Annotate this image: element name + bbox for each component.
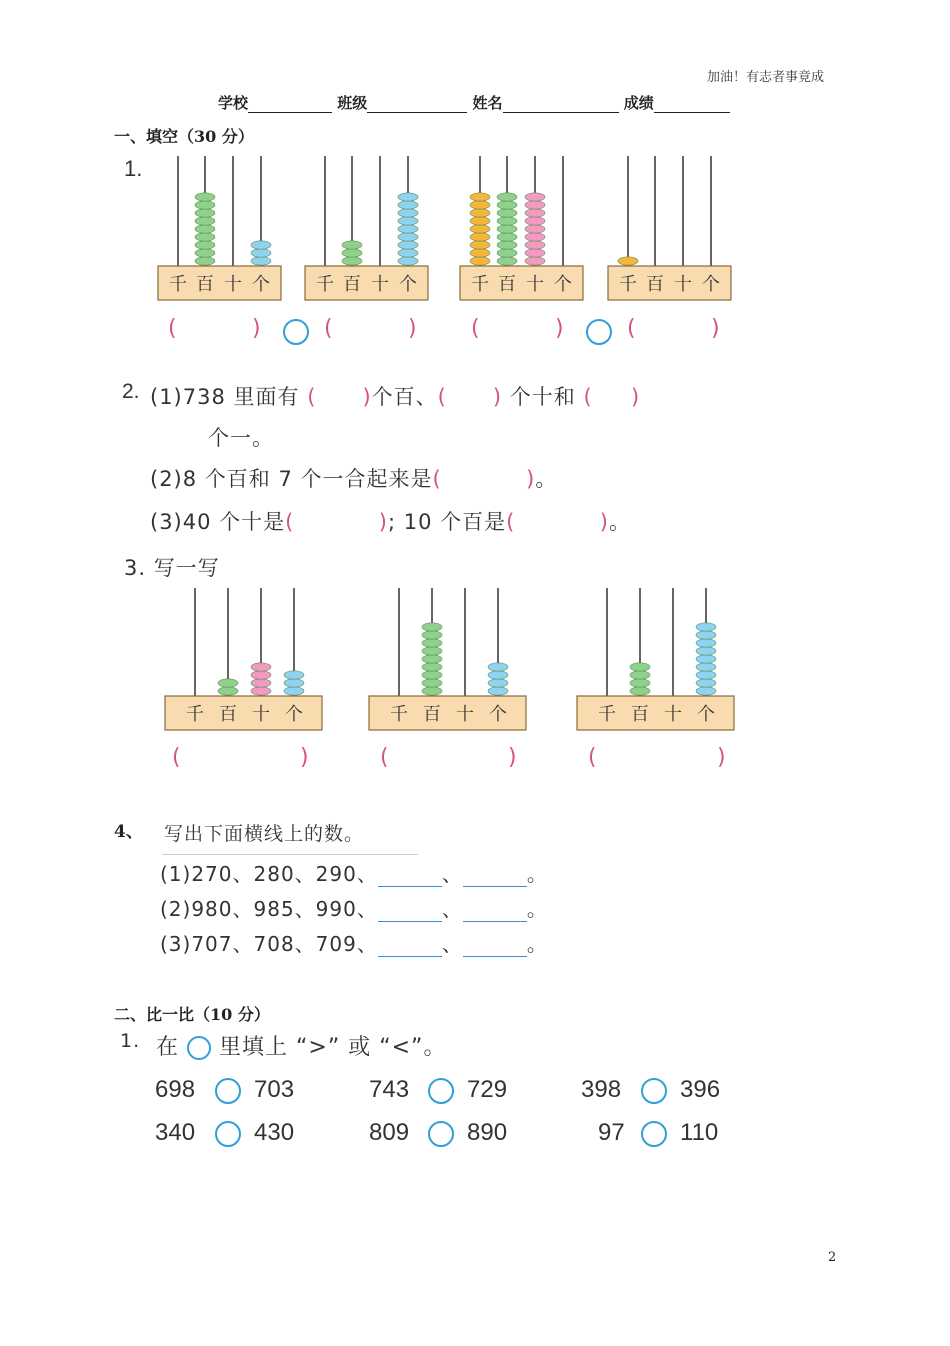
q3-place-label: 个 [285, 704, 303, 725]
q2-line1-continued: 个一。 [208, 426, 274, 450]
q2-blank-40tens[interactable]: ( ) [285, 510, 388, 534]
q3-bead [696, 647, 716, 655]
q3-answer-1-right: ) [300, 745, 309, 770]
q4-item-3 [160, 928, 548, 957]
name-field[interactable] [503, 98, 619, 113]
q4-item-2 [160, 893, 548, 922]
q3-bead [422, 671, 442, 679]
q1-bead [342, 241, 362, 249]
q1-bead [497, 193, 517, 201]
q1-bead [525, 217, 545, 225]
q1-place-label: 千 [471, 274, 489, 295]
q2-line1-c: 个十和 [509, 385, 576, 409]
q1-bead [497, 201, 517, 209]
q3-bead [630, 679, 650, 687]
q1-bead [470, 201, 490, 209]
q2-number: 2. [122, 380, 140, 403]
s2-q1-number: 1. [120, 1030, 141, 1052]
q1-bead [525, 249, 545, 257]
q3-place-label: 个 [489, 704, 507, 725]
q3-bead [630, 663, 650, 671]
q1-place-label: 千 [169, 274, 187, 295]
q1-answer-2-right: ) [408, 316, 417, 341]
q1-bead [251, 241, 271, 249]
q1-bead [398, 217, 418, 225]
q1-abacus-4 [608, 156, 731, 300]
q3-bead [696, 655, 716, 663]
q2-blank-hundreds[interactable]: ( ) [307, 385, 372, 409]
q1-bead [470, 249, 490, 257]
q1-bead [525, 201, 545, 209]
cmp-3-right: 396 [680, 1076, 721, 1103]
q3-bead [251, 663, 271, 671]
q1-bead [525, 225, 545, 233]
q1-compare-circle-1[interactable] [283, 319, 309, 345]
q1-answer-1-left: ( [168, 316, 177, 341]
cmp-6-circle[interactable] [641, 1121, 667, 1147]
q3-bead [630, 687, 650, 695]
q1-bead [251, 257, 271, 265]
q1-bead [497, 241, 517, 249]
q1-bead [342, 257, 362, 265]
q4-item-3-end: 。 [526, 932, 548, 956]
s2-q1-text-a: 在 [156, 1035, 180, 1060]
q3-bead [218, 687, 238, 695]
q1-bead [398, 241, 418, 249]
q1-bead [497, 209, 517, 217]
page-number: 2 [828, 1250, 837, 1265]
q1-bead [470, 209, 490, 217]
q2-line2 [150, 463, 557, 493]
q1-bead [470, 257, 490, 265]
q3-bead [488, 671, 508, 679]
q1-bead [195, 201, 215, 209]
q1-place-label: 十 [526, 274, 544, 295]
q1-answer-3-right: ) [555, 316, 564, 341]
q1-bead [470, 241, 490, 249]
q3-bead [488, 687, 508, 695]
q1-bead [470, 217, 490, 225]
q3-place-label: 千 [186, 704, 204, 725]
cmp-5-circle[interactable] [428, 1121, 454, 1147]
q1-abacus-2 [305, 156, 428, 300]
q1-bead [470, 193, 490, 201]
q1-place-label: 千 [619, 274, 637, 295]
q2-line1-a: (1)738 里面有 [150, 385, 300, 409]
q4-item-1-sep: 、 [441, 862, 463, 886]
q1-bead [470, 233, 490, 241]
cmp-1-left: 698 [155, 1076, 196, 1103]
cmp-4-circle[interactable] [215, 1121, 241, 1147]
q1-place-label: 个 [554, 274, 572, 295]
q1-bead [497, 233, 517, 241]
q1-bead [398, 257, 418, 265]
score-label: 成绩 [623, 94, 654, 112]
q2-blank-sum[interactable]: ( ) [432, 467, 536, 491]
q3-answer-1-left: ( [172, 745, 181, 770]
q1-bead [525, 233, 545, 241]
q3-place-label: 百 [423, 704, 441, 725]
q3-bead [696, 671, 716, 679]
q1-bead [195, 241, 215, 249]
q4-item-3-blank-2[interactable] [463, 938, 527, 957]
q2-line1-b: 个百、 [371, 385, 438, 409]
q1-abacus-1 [158, 156, 281, 300]
q4-item-2-text: (2)980、985、990、 [160, 897, 378, 921]
q1-answer-1-right: ) [252, 316, 261, 341]
q3-bead [218, 679, 238, 687]
motto-text: 加油！有志者事竟成 [707, 70, 825, 85]
q1-place-label: 百 [498, 274, 516, 295]
q1-bead [398, 225, 418, 233]
q3-bead [284, 687, 304, 695]
q1-place-label: 个 [399, 274, 417, 295]
q1-place-label: 千 [316, 274, 334, 295]
q1-bead [195, 233, 215, 241]
name-label: 姓名 [472, 94, 503, 112]
q3-answer-2-left: ( [380, 745, 389, 770]
class-field[interactable] [367, 98, 467, 113]
q4-item-2-blank-2[interactable] [463, 903, 527, 922]
score-field[interactable] [654, 98, 730, 113]
q1-bead [525, 193, 545, 201]
q1-bead [398, 201, 418, 209]
q1-bead [525, 257, 545, 265]
q2-line3-end: 。 [608, 510, 631, 534]
student-info-line [218, 92, 730, 113]
example-circle-icon [187, 1036, 211, 1060]
q3-bead [696, 663, 716, 671]
q1-bead [195, 193, 215, 201]
cmp-4-left: 340 [155, 1119, 196, 1146]
q1-bead [195, 249, 215, 257]
q3-place-label: 千 [598, 704, 616, 725]
q3-place-label: 百 [219, 704, 237, 725]
q3-bead [251, 679, 271, 687]
q3-place-label: 十 [664, 704, 682, 725]
q3-abacus-1 [165, 588, 322, 730]
school-field[interactable] [248, 98, 332, 113]
q3-place-label: 千 [390, 704, 408, 725]
q4-item-1-blank-1[interactable] [378, 868, 442, 887]
q1-bead [398, 249, 418, 257]
q1-answer-2-left: ( [324, 316, 333, 341]
q1-bead [195, 217, 215, 225]
q1-answer-4-right: ) [711, 316, 720, 341]
cmp-3-circle[interactable] [641, 1078, 667, 1104]
q2-line2-a: (2)8 个百和 7 个一合起来是 [150, 467, 433, 491]
q3-bead [422, 679, 442, 687]
q1-place-label: 十 [371, 274, 389, 295]
q1-bead [195, 257, 215, 265]
q2-line2-end: 。 [535, 467, 558, 491]
q3-bead [284, 679, 304, 687]
q1-bead [398, 193, 418, 201]
q3-abacus-row [150, 580, 750, 740]
cmp-2-circle[interactable] [428, 1078, 454, 1104]
q4-item-1-end: 。 [526, 862, 548, 886]
q4-item-1 [160, 858, 548, 887]
cmp-1-circle[interactable] [215, 1078, 241, 1104]
q3-answer-2-right: ) [508, 745, 517, 770]
q4-title: 写出下面横线上的数。 [164, 823, 365, 845]
s2-q1-instruction [156, 1030, 446, 1061]
q1-bead [618, 257, 638, 265]
cmp-6-right: 110 [680, 1119, 719, 1146]
cmp-3-left: 398 [581, 1076, 622, 1103]
q1-place-label: 百 [343, 274, 361, 295]
q1-answer-4-left: ( [627, 316, 636, 341]
q1-number: 1. [124, 156, 143, 181]
q3-abacus-3 [577, 588, 734, 730]
school-label: 学校 [218, 94, 249, 112]
q1-place-label: 十 [674, 274, 692, 295]
q3-bead [284, 671, 304, 679]
q1-bead [470, 225, 490, 233]
q1-bead [195, 209, 215, 217]
section1-title: 一、填空（30 分） [114, 127, 254, 146]
q1-bead [195, 225, 215, 233]
q3-bead [630, 671, 650, 679]
cmp-5-left: 809 [369, 1119, 410, 1146]
q1-compare-circle-2[interactable] [586, 319, 612, 345]
q3-place-label: 十 [252, 704, 270, 725]
q1-place-label: 个 [252, 274, 270, 295]
q3-bead [422, 687, 442, 695]
q2-blank-10hundreds[interactable]: ( ) [506, 510, 609, 534]
q4-item-3-text: (3)707、708、709、 [160, 932, 378, 956]
q4-item-1-text: (1)270、280、290、 [160, 862, 378, 886]
q1-bead [497, 217, 517, 225]
q3-bead [696, 687, 716, 695]
q3-bead [251, 687, 271, 695]
q1-bead [398, 209, 418, 217]
q3-answer-3-right: ) [717, 745, 726, 770]
section2-title: 二、比一比（10 分） [114, 1005, 270, 1024]
q4-item-2-end: 。 [526, 897, 548, 921]
q1-bead [342, 249, 362, 257]
q3-title: 3. 写一写 [124, 556, 220, 580]
q3-abacus-2 [369, 588, 526, 730]
q3-bead [488, 663, 508, 671]
q1-answer-3-left: ( [471, 316, 480, 341]
q1-bead [251, 249, 271, 257]
q3-bead [696, 623, 716, 631]
q2-blank-tens[interactable]: ( ) [437, 385, 503, 409]
cmp-1-right: 703 [254, 1076, 295, 1103]
q1-bead [398, 233, 418, 241]
q1-place-label: 百 [646, 274, 664, 295]
q3-bead [696, 679, 716, 687]
q3-bead [488, 679, 508, 687]
class-label: 班级 [337, 94, 368, 112]
q3-place-label: 百 [631, 704, 649, 725]
cmp-4-right: 430 [254, 1119, 295, 1146]
q3-bead [422, 655, 442, 663]
q1-abacus-row [150, 150, 750, 350]
q1-bead [497, 249, 517, 257]
q3-bead [422, 639, 442, 647]
q4-number: 4、 [114, 822, 143, 842]
q2-line1 [150, 381, 640, 411]
s2-q1-text-b: 里填上 “>” 或 “<”。 [219, 1035, 447, 1060]
q1-abacus-3 [460, 156, 583, 300]
q2-line3 [150, 506, 631, 536]
q3-bead [696, 639, 716, 647]
q1-bead [525, 241, 545, 249]
q3-bead [422, 647, 442, 655]
q4-item-2-sep: 、 [441, 897, 463, 921]
q1-place-label: 个 [702, 274, 720, 295]
cmp-6-left: 97 [598, 1119, 625, 1146]
q3-place-label: 个 [697, 704, 715, 725]
q3-place-label: 十 [456, 704, 474, 725]
q1-place-label: 十 [224, 274, 242, 295]
q1-bead [525, 209, 545, 217]
q1-bead [497, 257, 517, 265]
q2-blank-ones[interactable]: ( ) [583, 385, 641, 409]
cmp-2-right: 729 [467, 1076, 508, 1103]
q3-answer-3-left: ( [588, 745, 597, 770]
q1-place-label: 百 [196, 274, 214, 295]
cmp-5-right: 890 [467, 1119, 508, 1146]
q2-line3-a: (3)40 个十是 [150, 510, 286, 534]
q4-item-3-sep: 、 [441, 932, 463, 956]
q4-item-1-blank-2[interactable] [463, 868, 527, 887]
q3-bead [251, 671, 271, 679]
q4-item-2-blank-1[interactable] [378, 903, 442, 922]
q4-divider [162, 854, 418, 855]
q3-bead [422, 663, 442, 671]
q1-bead [497, 225, 517, 233]
q2-line3-b: ; 10 个百是 [387, 510, 507, 534]
q3-bead [696, 631, 716, 639]
q4-item-3-blank-1[interactable] [378, 938, 442, 957]
cmp-2-left: 743 [369, 1076, 410, 1103]
q3-bead [422, 631, 442, 639]
q3-bead [422, 623, 442, 631]
